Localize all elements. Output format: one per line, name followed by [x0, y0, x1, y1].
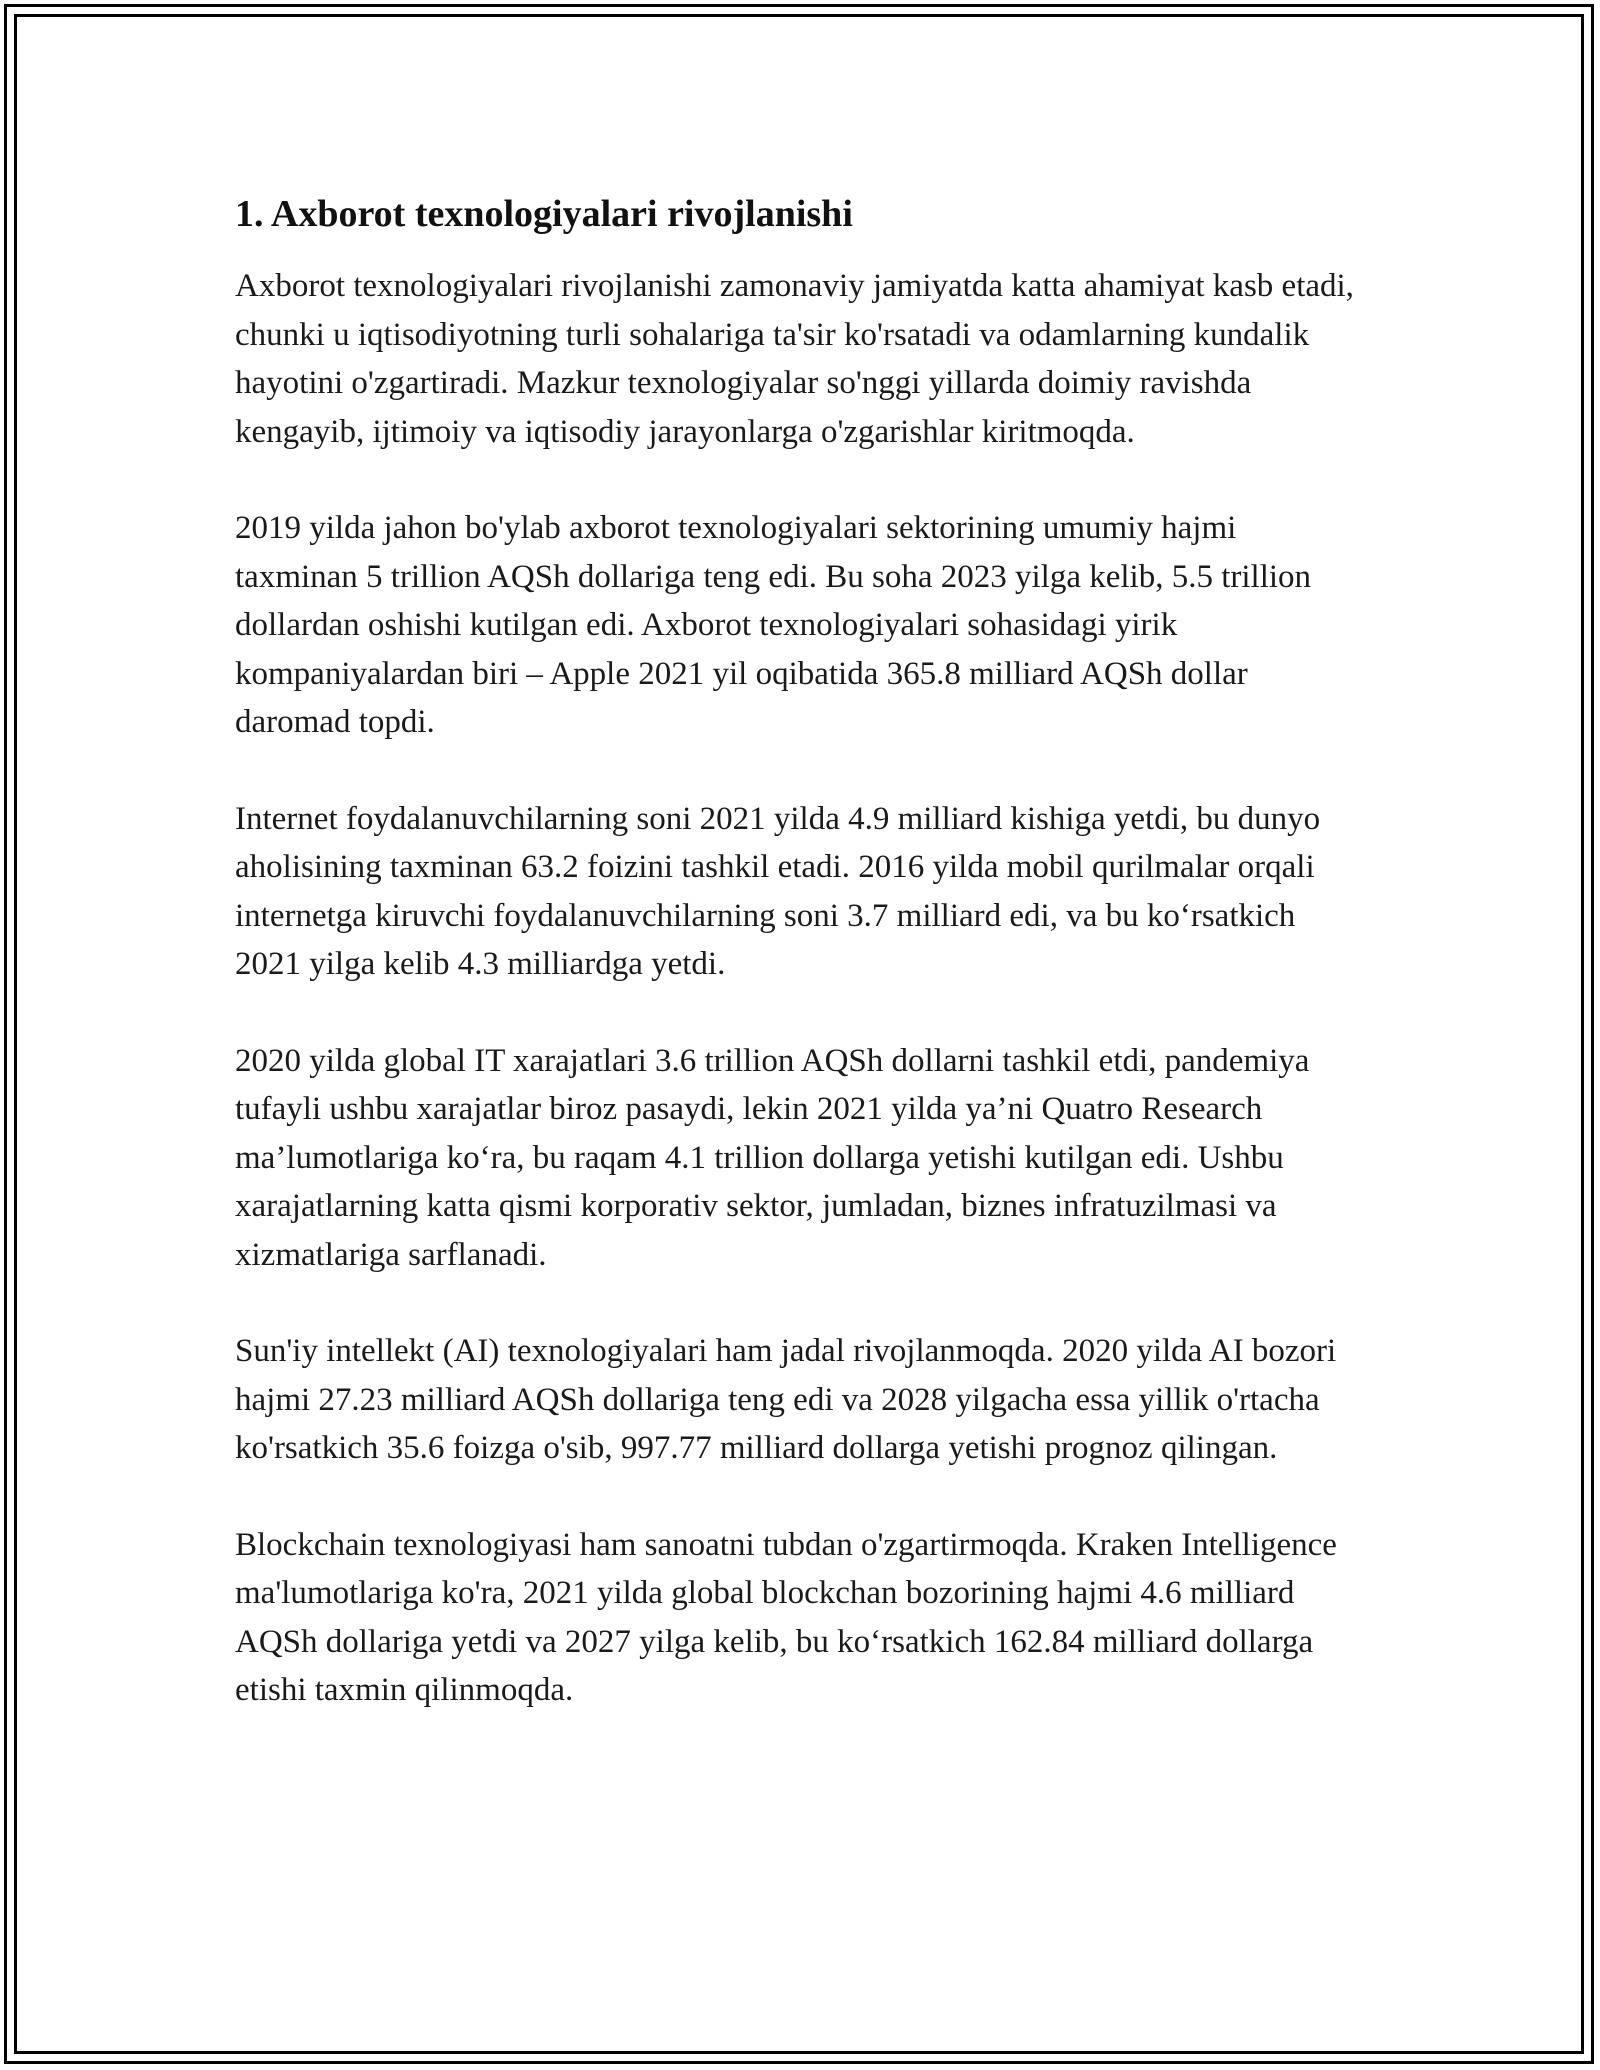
paragraph-internet-users: Internet foydalanuvchilarning soni 2021 yilda 4.9 milliard kishiga yetdi, bu dunyo aholisining taxminan 63.2 foizini tashkil etadi. 2016 yilda mobil qurilmalar orqali internetga kiruvchi foydalanuvchilarning soni 3.7 milliard edi, va bu ko‘rsatkich 2021 yilga kelib 4.3 milliardga yetdi. [235, 800, 1321, 982]
section-heading: 1. Axborot texnologiyalari rivojlanishi [235, 193, 853, 235]
document-body [235, 190, 1365, 1763]
paragraph-it-spending: 2020 yilda global IT xarajatlari 3.6 trillion AQSh dollarni tashkil etdi, pandemiya tufayli ushbu xarajatlar biroz pasaydi, lekin 2021 yilda ya’ni Quatro Research ma’lumotlariga ko‘ra, bu raqam 4.1 trillion dollarga yetishi kutilgan edi. Ushbu xarajatlarning katta qismi korporativ sektor, jumladan, biznes infratuzilmasi va xizmatlariga sarflanadi. [235, 1042, 1310, 1273]
paragraph-it-sector: 2019 yilda jahon bo'ylab axborot texnologiyalari sektorining umumiy hajmi taxminan 5 trillion AQSh dollariga teng edi. Bu soha 2023 yilga kelib, 5.5 trillion dollardan oshishi kutilgan edi. Axborot texnologiyalari sohasidagi yirik kompaniyalardan biri – Apple 2021 yil oqibatida 365.8 milliard AQSh dollar daromad topdi. [235, 510, 1312, 740]
paragraph-blockchain: Blockchain texnologiyasi ham sanoatni tubdan o'zgartirmoqda. Kraken Intelligence ma'lumotlariga ko'ra, 2021 yilda global blockchan bozorining hajmi 4.6 milliard AQSh dollariga yetdi va 2027 yilga kelib, bu ko‘rsatkich 162.84 milliard dollarga etishi taxmin qilinmoqda. [235, 1526, 1337, 1708]
paragraph-intro: Axborot texnologiyalari rivojlanishi zamonaviy jamiyatda katta ahamiyat kasb etadi, chunki u iqtisodiyotning turli sohalariga ta'sir ko'rsatadi va odamlarning kundalik hayotini o'zgartiradi. Mazkur texnologiyalar so'nggi yillarda doimiy ravishda kengayib, ijtimoiy va iqtisodiy jarayonlarga o'zgarishlar kiritmoqda. [235, 268, 1354, 450]
paragraph-ai: Sun'iy intellekt (AI) texnologiyalari ham jadal rivojlanmoqda. 2020 yilda AI bozori hajmi 27.23 milliard AQSh dollariga teng edi va 2028 yilgacha essa yillik o'rtacha ko'rsatkich 35.6 foizga o'sib, 997.77 milliard dollarga yetishi prognoz qilingan. [235, 1333, 1337, 1466]
